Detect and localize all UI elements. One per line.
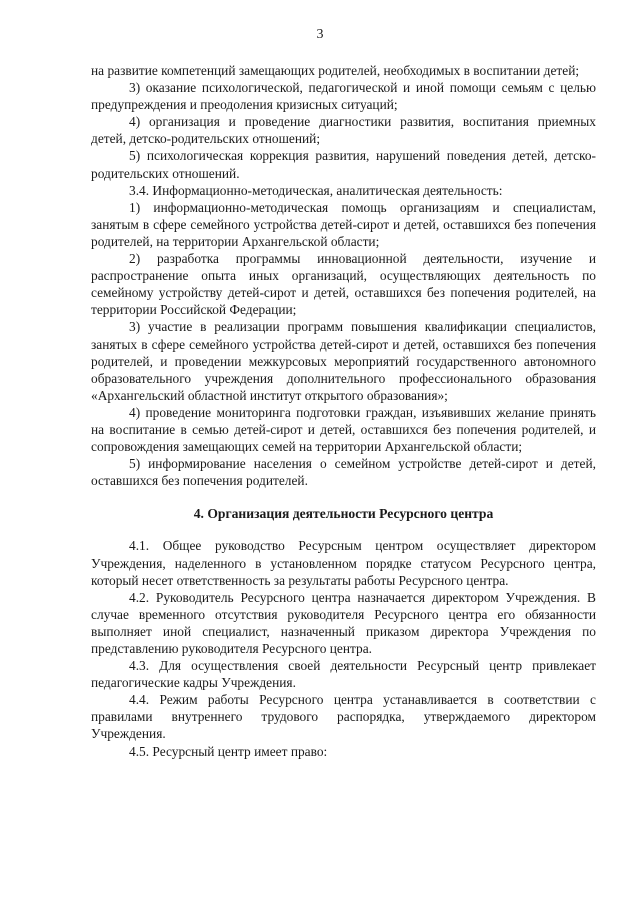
clause-4-3: 4.3. Для осуществления своей деятельности Ресурсный центр привлекает педагогические кадры Учреждения. bbox=[91, 658, 596, 691]
page-body bbox=[91, 62, 596, 760]
list-item-1-methodical-help: 1) информационно-методическая помощь организациям и специалистам, занятым в сфере семейного устройства детей-сирот и детей, оставшихся без попечения родителей, на территории Архангельской области; bbox=[91, 199, 596, 249]
clause-4-4: 4.4. Режим работы Ресурсного центра устанавливается в соответствии с правилами внутреннего трудового распорядка, утверждаемого директором Учреждения. bbox=[91, 692, 596, 742]
list-item-5-informing: 5) информирование населения о семейном устройстве детей-сирот и детей, оставшихся без попечения родителей. bbox=[91, 456, 596, 489]
list-item-4-monitoring: 4) проведение мониторинга подготовки граждан, изъявивших желание принять на воспитание в семью детей-сирот и детей, оставшихся без попечения родителей, и сопровождения замещающих семей на территории Архангельской области; bbox=[91, 404, 596, 455]
list-item-4-diagnostics: 4) организация и проведение диагностики развития, воспитания приемных детей, детско-родительских отношений; bbox=[91, 114, 596, 147]
list-item-2-innovation-program: 2) разработка программы инновационной деятельности, изучение и распространение опыта иных организаций, осуществляющих деятельность по семейному устройству детей-сирот и детей, оставшихся без попечения родителей, на территории Российской Федерации; bbox=[91, 251, 596, 318]
paragraph-continuation: на развитие компетенций замещающих родителей, необходимых в воспитании детей; bbox=[91, 63, 580, 78]
list-item-3-qualification: 3) участие в реализации программ повышения квалификации специалистов, занятых в сфере семейного устройства детей-сирот и детей, оставшихся без попечения родителей, и проведении межкурсовых мероприятий государственного автономного образовательного учреждения дополнительного профессионального образования «Архангельский областной институт открытого образования»; bbox=[91, 319, 596, 403]
clause-3-4: 3.4. Информационно-методическая, аналитическая деятельность: bbox=[129, 182, 503, 198]
clause-4-2: 4.2. Руководитель Ресурсного центра назначается директором Учреждения. В случае временного отсутствия руководителя Ресурсного центра его обязанности выполняет иной специалист, назначенный приказом директора Учреждения по представлению руководителя Ресурсного центра. bbox=[91, 589, 596, 656]
page-number: 3 bbox=[316, 27, 324, 42]
list-item-3-psychological-help: 3) оказание психологической, педагогической и иной помощи семьям с целью предупреждения и преодоления кризисных ситуаций; bbox=[91, 80, 596, 113]
clause-4-1: 4.1. Общее руководство Ресурсным центром осуществляет директором Учреждения, наделенного в установленном порядке статусом Ресурсного центра, который несет ответственность за результаты работы Ресурсного центра. bbox=[91, 538, 596, 588]
section-heading: 4. Организация деятельности Ресурсного центра bbox=[193, 506, 494, 522]
list-item-5-correction: 5) психологическая коррекция развития, нарушений поведения детей, детско-родительских отношений. bbox=[91, 148, 596, 181]
clause-4-5: 4.5. Ресурсный центр имеет право: bbox=[129, 743, 328, 759]
